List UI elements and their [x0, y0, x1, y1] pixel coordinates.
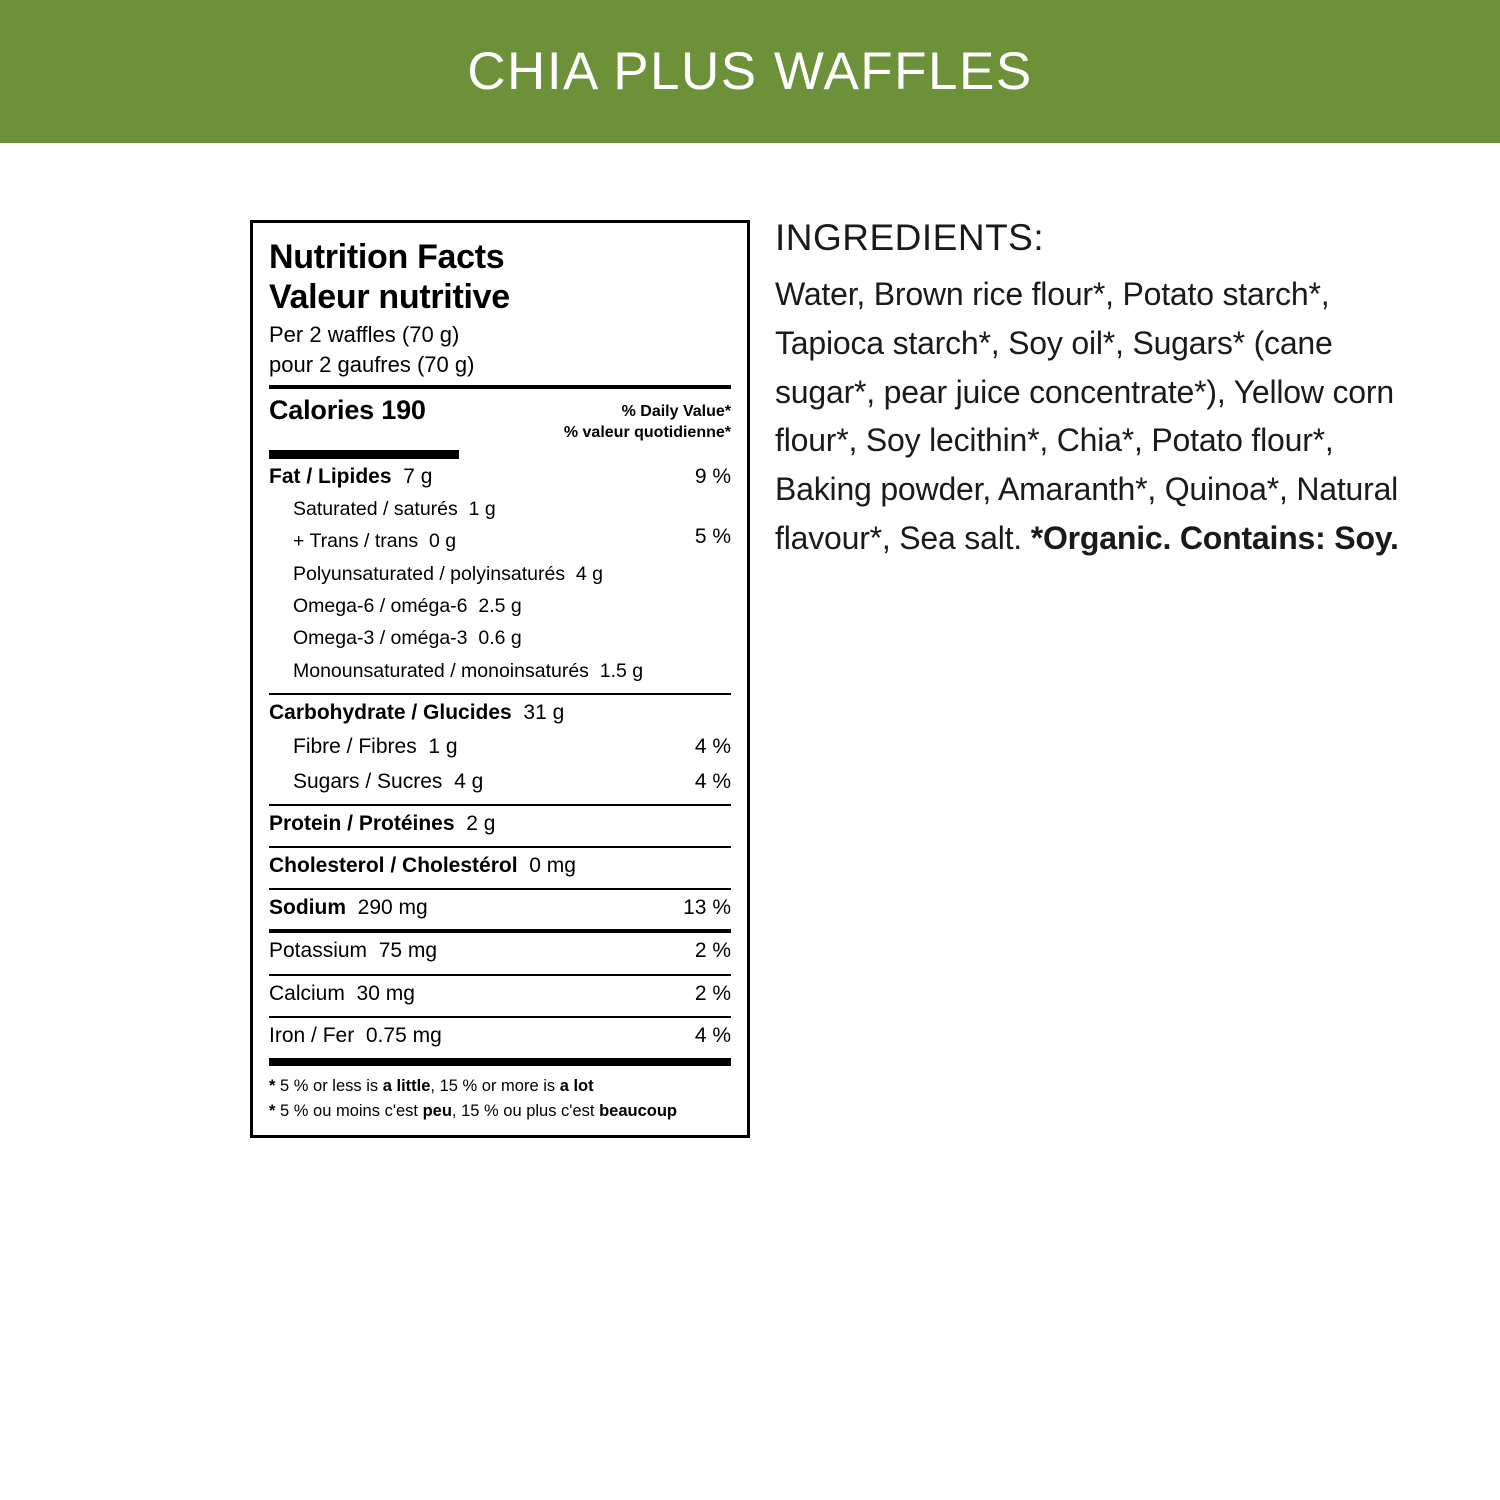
nutrient-dv-saturated-trans: 5 % — [694, 524, 731, 548]
footnote-en — [269, 1074, 731, 1099]
header-banner — [0, 0, 1500, 143]
nutrient-label: Fibre / Fibres — [293, 735, 417, 759]
nutrient-row-potassium — [269, 933, 731, 967]
nutrient-amount: 30 mg — [356, 981, 415, 1005]
serving-size-en: Per 2 waffles (70 g) — [269, 322, 460, 348]
nutrient-row-sodium — [269, 890, 731, 924]
nutrient-row-cholesterol — [269, 848, 731, 882]
nutrient-amount: 0 g — [429, 530, 457, 553]
nutrient-label: Monounsaturated / monoinsaturés — [293, 659, 589, 682]
nutrient-row-sugars — [269, 764, 731, 798]
nutrient-row-calcium — [269, 976, 731, 1010]
nutrient-label: Saturated / saturés — [293, 497, 458, 520]
footnote-en-bold1: a little — [382, 1076, 431, 1095]
nutrient-label: Iron / Fer — [269, 1023, 355, 1047]
nutrient-amount: 0 mg — [529, 854, 576, 877]
nutrition-title-fr: Valeur nutritive — [269, 278, 510, 317]
nutrient-amount: 2 g — [466, 811, 496, 835]
divider-before-footnotes — [269, 1058, 731, 1066]
nutrient-row-fat — [269, 459, 731, 493]
nutrient-label: Potassium — [269, 939, 368, 963]
nutrient-label: Fat / Lipides — [269, 464, 392, 488]
footnote-en-part2: , 15 % or more is — [430, 1076, 560, 1095]
footnote-fr-bold2: beaucoup — [599, 1101, 677, 1120]
daily-value-header-fr: % valeur quotidienne* — [563, 424, 731, 442]
calories-row — [269, 389, 731, 444]
nutrition-facts-panel — [250, 220, 750, 1138]
nutrient-dv: 4 % — [694, 735, 731, 759]
nutrition-title-en: Nutrition Facts — [269, 238, 505, 276]
nutrient-label: Sugars / Sucres — [293, 769, 443, 793]
footnote-fr — [269, 1099, 731, 1124]
nutrient-dv: 9 % — [694, 464, 731, 488]
nutrient-amount: 75 mg — [378, 939, 438, 963]
nutrient-amount: 1.5 g — [599, 659, 644, 682]
nutrient-row-fibre — [269, 729, 731, 763]
nutrient-label: Protein / Protéines — [269, 811, 455, 835]
nutrient-row-protein — [269, 806, 731, 840]
nutrient-row-monounsaturated — [269, 655, 731, 687]
nutrient-dv: 13 % — [683, 896, 731, 920]
nutrient-amount: 31 g — [523, 701, 565, 725]
nutrient-row-carbohydrate — [269, 695, 731, 729]
nutrient-label: Sodium — [269, 896, 346, 920]
page-title: CHIA PLUS WAFFLES — [467, 42, 1033, 101]
nutrient-amount: 1 g — [468, 497, 496, 520]
footnote-fr-bold1: peu — [422, 1101, 452, 1120]
footnote-star-en: * — [269, 1076, 276, 1095]
nutrient-label: Cholesterol / Cholestérol — [269, 854, 518, 877]
nutrient-amount: 4 g — [454, 769, 484, 793]
ingredients-body — [775, 270, 1415, 562]
nutrient-amount: 0.75 mg — [365, 1023, 442, 1047]
footnote-en-bold2: a lot — [559, 1076, 594, 1095]
nutrient-dv: 2 % — [694, 939, 731, 963]
daily-value-header — [564, 395, 731, 444]
footnotes — [269, 1070, 731, 1124]
nutrient-label: Polyunsaturated / polyinsaturés — [293, 562, 566, 585]
nutrient-amount: 290 mg — [357, 896, 428, 920]
ingredients-allergen-note: *Organic. Contains: Soy. — [1030, 519, 1399, 556]
daily-value-header-en: % Daily Value* — [621, 402, 731, 420]
nutrient-amount: 4 g — [575, 562, 604, 585]
nutrient-amount: 7 g — [403, 464, 433, 488]
footnote-star-fr: * — [269, 1101, 276, 1120]
nutrient-label: Calcium — [269, 981, 345, 1005]
nutrient-label: + Trans / trans — [293, 530, 419, 553]
nutrient-row-trans — [269, 525, 731, 557]
ingredients-list: Water, Brown rice flour*, Potato starch*, Tapioca starch*, Soy oil*, Sugars* (cane sugar*, pear juice concentrate*), Yellow corn flour*, Soy lecithin*, Chia*, Potato flour*, Baking powder, Amaranth*, Quinoa*, Natural flavour*, Sea salt. — [775, 276, 1399, 556]
nutrient-row-omega3 — [269, 622, 731, 654]
nutrient-label: Omega-3 / oméga-3 — [293, 627, 468, 650]
nutrient-amount: 0.6 g — [478, 627, 522, 650]
ingredients-heading: INGREDIENTS: — [775, 217, 1045, 258]
divider-under-calories — [269, 450, 459, 459]
nutrient-label: Omega-6 / oméga-6 — [293, 595, 468, 618]
nutrient-row-omega6 — [269, 590, 731, 622]
footnote-fr-part1: 5 % ou moins c'est — [280, 1101, 423, 1120]
nutrient-dv: 2 % — [694, 981, 731, 1005]
nutrient-dv: 4 % — [694, 1023, 731, 1047]
serving-size-fr: pour 2 gaufres (70 g) — [269, 352, 475, 378]
nutrient-row-saturated — [269, 493, 731, 525]
saturated-trans-group — [269, 493, 731, 558]
footnote-fr-part2: , 15 % ou plus c'est — [451, 1101, 600, 1120]
ingredients-section — [775, 216, 1415, 562]
nutrient-dv: 4 % — [694, 769, 731, 793]
footnote-en-part1: 5 % or less is — [280, 1076, 383, 1095]
nutrient-amount: 1 g — [428, 735, 458, 759]
calories-label: Calories 190 — [269, 394, 426, 425]
nutrient-label: Carbohydrate / Glucides — [269, 701, 512, 725]
nutrient-row-polyunsaturated — [269, 558, 731, 590]
nutrient-row-iron — [269, 1018, 731, 1052]
nutrient-amount: 2.5 g — [478, 595, 522, 618]
